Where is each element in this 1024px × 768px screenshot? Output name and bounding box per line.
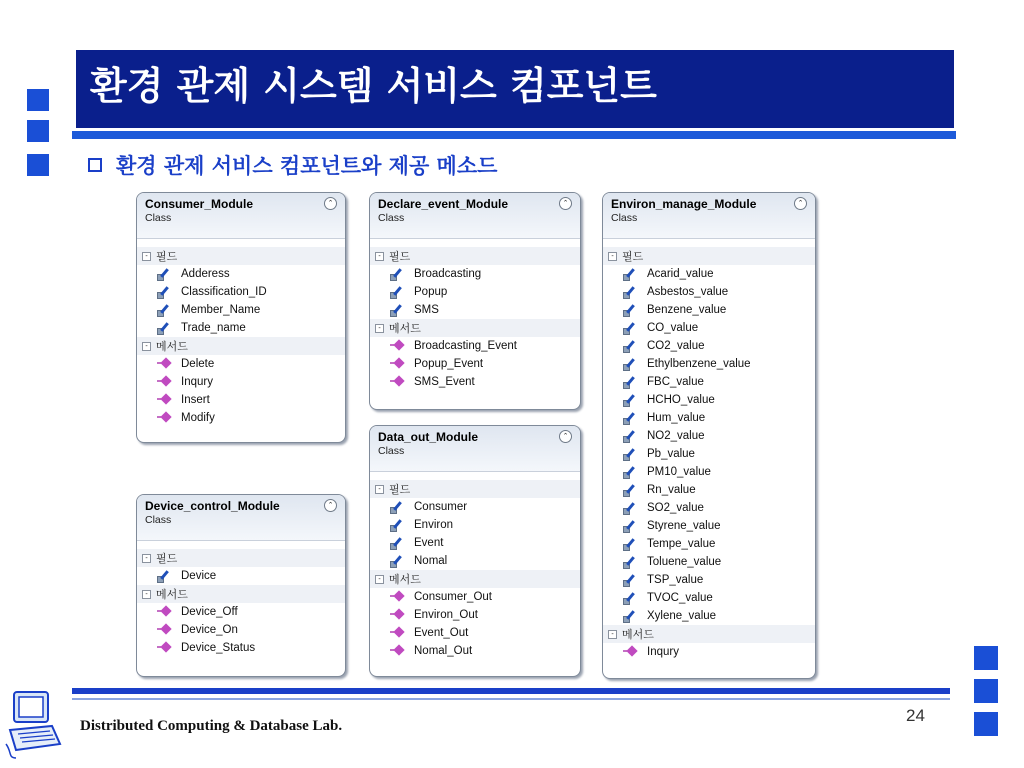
field-name: Tempe_value [647, 538, 716, 550]
methods-section-header[interactable] [603, 625, 815, 643]
decor-square [974, 646, 998, 670]
field-name: SO2_value [647, 502, 704, 514]
class-name: Data_out_Module [378, 430, 479, 444]
method-name: SMS_Event [414, 376, 475, 388]
field-row[interactable] [603, 607, 815, 625]
footer-lab-name: Distributed Computing & Database Lab. [80, 718, 343, 734]
method-icon [390, 609, 404, 621]
field-row[interactable] [370, 498, 580, 516]
method-icon [390, 340, 404, 352]
collapse-minus-icon[interactable]: - [608, 252, 617, 261]
method-icon [390, 376, 404, 388]
field-name: NO2_value [647, 430, 705, 442]
field-icon [157, 286, 171, 298]
class-header [603, 193, 815, 239]
fields-section-label: 필드 [389, 251, 411, 263]
field-icon [623, 520, 637, 532]
decor-square [974, 712, 998, 736]
field-icon [623, 610, 637, 622]
field-row[interactable] [603, 535, 815, 553]
field-icon [623, 574, 637, 586]
field-name: Asbestos_value [647, 286, 729, 298]
field-row[interactable] [603, 553, 815, 571]
method-icon [390, 591, 404, 603]
methods-section-label: 메서드 [389, 574, 421, 586]
method-name: Popup_Event [414, 358, 484, 370]
field-icon [623, 286, 637, 298]
methods-section-label: 메서드 [389, 323, 421, 335]
methods-section-label: 메서드 [156, 341, 188, 353]
class-box-device-control-module[interactable] [136, 494, 346, 677]
field-row[interactable] [603, 373, 815, 391]
method-icon [157, 624, 171, 636]
field-row[interactable] [603, 517, 815, 535]
fields-section-label: 필드 [389, 484, 411, 496]
collapse-minus-icon[interactable]: - [142, 590, 151, 599]
methods-section-header[interactable] [370, 319, 580, 337]
method-row[interactable] [370, 588, 580, 606]
subtitle [88, 149, 497, 181]
collapse-minus-icon[interactable]: - [375, 252, 384, 261]
method-row[interactable] [370, 606, 580, 624]
field-icon [390, 555, 404, 567]
class-kind: Class [145, 212, 172, 224]
field-name: Toluene_value [647, 556, 722, 568]
class-header [370, 426, 580, 472]
field-row[interactable] [137, 567, 345, 585]
field-name: Popup [414, 286, 448, 298]
field-row[interactable] [603, 409, 815, 427]
method-row[interactable] [603, 643, 815, 661]
field-icon [390, 304, 404, 316]
field-name: Adderess [181, 268, 230, 280]
method-name: Insert [181, 394, 210, 406]
method-name: Modify [181, 412, 215, 424]
method-name: Delete [181, 358, 215, 370]
class-kind: Class [145, 514, 172, 526]
method-icon [390, 645, 404, 657]
class-box-environ-manage-module[interactable] [602, 192, 816, 679]
method-icon [390, 358, 404, 370]
method-icon [623, 646, 637, 658]
methods-section-header[interactable] [370, 570, 580, 588]
collapse-chevron-icon[interactable]: ⌃ [559, 197, 572, 210]
collapse-minus-icon[interactable]: - [608, 630, 617, 639]
method-row[interactable] [137, 621, 345, 639]
collapse-minus-icon[interactable]: - [142, 252, 151, 261]
method-icon [157, 642, 171, 654]
field-name: TSP_value [647, 574, 704, 586]
field-row[interactable] [603, 319, 815, 337]
field-icon [157, 304, 171, 316]
field-icon [623, 340, 637, 352]
fields-section-label: 필드 [156, 251, 178, 263]
field-name: Benzene_value [647, 304, 727, 316]
method-name: Environ_Out [414, 609, 478, 621]
method-name: Inqury [647, 646, 679, 658]
method-name: Broadcasting_Event [414, 340, 517, 352]
field-name: Trade_name [181, 322, 246, 334]
field-icon [390, 537, 404, 549]
computer-logo-icon [4, 686, 74, 762]
class-box-declare-event-module[interactable] [369, 192, 581, 410]
method-row[interactable] [137, 639, 345, 657]
subtitle-text: 환경 관제 서비스 컴포넌트와 제공 메소드 [116, 154, 498, 178]
method-icon [157, 358, 171, 370]
class-header [137, 193, 345, 239]
fields-section-label: 필드 [622, 251, 644, 263]
field-row[interactable] [370, 265, 580, 283]
method-row[interactable] [137, 409, 345, 427]
field-row[interactable] [137, 283, 345, 301]
method-icon [157, 394, 171, 406]
decor-square [27, 89, 49, 111]
field-row[interactable] [370, 516, 580, 534]
page-title: 환경 관제 시스템 서비스 컴포넌트 [90, 64, 657, 108]
method-row[interactable] [370, 355, 580, 373]
field-name: Styrene_value [647, 520, 721, 532]
decor-square [27, 120, 49, 142]
class-kind: Class [378, 212, 405, 224]
field-icon [623, 304, 637, 316]
field-name: CO_value [647, 322, 699, 334]
method-row[interactable] [137, 391, 345, 409]
class-header [137, 495, 345, 541]
field-icon [623, 592, 637, 604]
fields-section-header[interactable] [370, 480, 580, 498]
field-row[interactable] [603, 499, 815, 517]
field-icon [623, 322, 637, 334]
method-row[interactable] [370, 642, 580, 660]
methods-section-label: 메서드 [156, 589, 188, 601]
field-name: Consumer [414, 501, 468, 513]
field-name: Device [181, 570, 217, 582]
field-icon [623, 448, 637, 460]
field-icon [623, 268, 637, 280]
method-name: Device_Off [181, 606, 238, 618]
class-name: Consumer_Module [145, 197, 254, 211]
methods-section-header[interactable] [137, 337, 345, 355]
field-row[interactable] [370, 301, 580, 319]
bottom-rule [72, 688, 950, 694]
field-name: Event [414, 537, 444, 549]
field-row[interactable] [603, 481, 815, 499]
field-icon [623, 376, 637, 388]
method-row[interactable] [137, 373, 345, 391]
field-name: TVOC_value [647, 592, 713, 604]
bullet-box-icon [88, 158, 102, 172]
field-name: SMS [414, 304, 439, 316]
field-row[interactable] [603, 427, 815, 445]
field-row[interactable] [137, 301, 345, 319]
field-name: Nomal [414, 555, 448, 567]
field-icon [623, 430, 637, 442]
field-row[interactable] [370, 534, 580, 552]
method-row[interactable] [137, 355, 345, 373]
field-row[interactable] [603, 283, 815, 301]
field-icon [623, 538, 637, 550]
class-kind: Class [611, 212, 638, 224]
collapse-chevron-icon[interactable]: ⌃ [324, 499, 337, 512]
method-name: Device_Status [181, 642, 256, 654]
field-name: Xylene_value [647, 610, 717, 622]
class-box-consumer-module[interactable] [136, 192, 346, 443]
field-icon [623, 394, 637, 406]
field-icon [623, 466, 637, 478]
method-name: Event_Out [414, 627, 469, 639]
method-row[interactable] [370, 373, 580, 391]
collapse-minus-icon[interactable]: - [142, 342, 151, 351]
method-name: Device_On [181, 624, 238, 636]
method-icon [157, 376, 171, 388]
field-row[interactable] [603, 337, 815, 355]
field-icon [623, 484, 637, 496]
method-name: Nomal_Out [414, 645, 473, 657]
field-row[interactable] [603, 571, 815, 589]
field-icon [390, 286, 404, 298]
fields-section-header[interactable] [603, 247, 815, 265]
method-name: Consumer_Out [414, 591, 492, 603]
field-name: Environ [414, 519, 453, 531]
class-box-data-out-module[interactable] [369, 425, 581, 677]
collapse-minus-icon[interactable]: - [142, 554, 151, 563]
field-name: Ethylbenzene_value [647, 358, 751, 370]
field-icon [157, 268, 171, 280]
field-name: CO2_value [647, 340, 705, 352]
fields-section-header[interactable] [137, 247, 345, 265]
field-name: Hum_value [647, 412, 706, 424]
method-row[interactable] [137, 603, 345, 621]
field-icon [157, 322, 171, 334]
field-icon [623, 358, 637, 370]
field-row[interactable] [603, 265, 815, 283]
fields-section-header[interactable] [370, 247, 580, 265]
field-icon [623, 556, 637, 568]
class-name: Device_control_Module [145, 499, 280, 513]
methods-section-header[interactable] [137, 585, 345, 603]
collapse-minus-icon[interactable]: - [375, 575, 384, 584]
collapse-chevron-icon[interactable]: ⌃ [324, 197, 337, 210]
method-row[interactable] [370, 337, 580, 355]
class-kind: Class [378, 445, 405, 457]
field-name: Acarid_value [647, 268, 714, 280]
field-row[interactable] [370, 283, 580, 301]
decor-square [974, 679, 998, 703]
field-icon [390, 501, 404, 513]
method-name: Inqury [181, 376, 213, 388]
bottom-rule-thin [72, 698, 950, 700]
field-row[interactable] [603, 445, 815, 463]
field-row[interactable] [603, 301, 815, 319]
field-icon [390, 519, 404, 531]
field-name: FBC_value [647, 376, 704, 388]
method-row[interactable] [370, 624, 580, 642]
field-icon [157, 570, 171, 582]
collapse-chevron-icon[interactable]: ⌃ [559, 430, 572, 443]
field-name: Broadcasting [414, 268, 482, 280]
field-icon [623, 502, 637, 514]
field-row[interactable] [370, 552, 580, 570]
field-name: Member_Name [181, 304, 261, 316]
collapse-chevron-icon[interactable]: ⌃ [794, 197, 807, 210]
field-row[interactable] [603, 391, 815, 409]
field-name: PM10_value [647, 466, 711, 478]
fields-section-label: 필드 [156, 553, 178, 565]
method-icon [390, 627, 404, 639]
class-name: Declare_event_Module [378, 197, 509, 211]
field-row[interactable] [603, 355, 815, 373]
field-row[interactable] [603, 589, 815, 607]
decor-square [27, 154, 49, 176]
method-icon [157, 412, 171, 424]
page-number: 24 [906, 706, 925, 725]
field-row[interactable] [137, 265, 345, 283]
field-row[interactable] [603, 463, 815, 481]
methods-section-label: 메서드 [622, 629, 654, 641]
collapse-minus-icon[interactable]: - [375, 324, 384, 333]
field-name: Rn_value [647, 484, 696, 496]
title-bar [76, 50, 954, 128]
collapse-minus-icon[interactable]: - [375, 485, 384, 494]
class-header [370, 193, 580, 239]
fields-section-header[interactable] [137, 549, 345, 567]
field-icon [623, 412, 637, 424]
field-name: Pb_value [647, 448, 695, 460]
field-name: HCHO_value [647, 394, 715, 406]
field-icon [390, 268, 404, 280]
method-icon [157, 606, 171, 618]
field-row[interactable] [137, 319, 345, 337]
title-rule [72, 131, 956, 139]
field-name: Classification_ID [181, 286, 267, 298]
class-name: Environ_manage_Module [611, 197, 757, 211]
